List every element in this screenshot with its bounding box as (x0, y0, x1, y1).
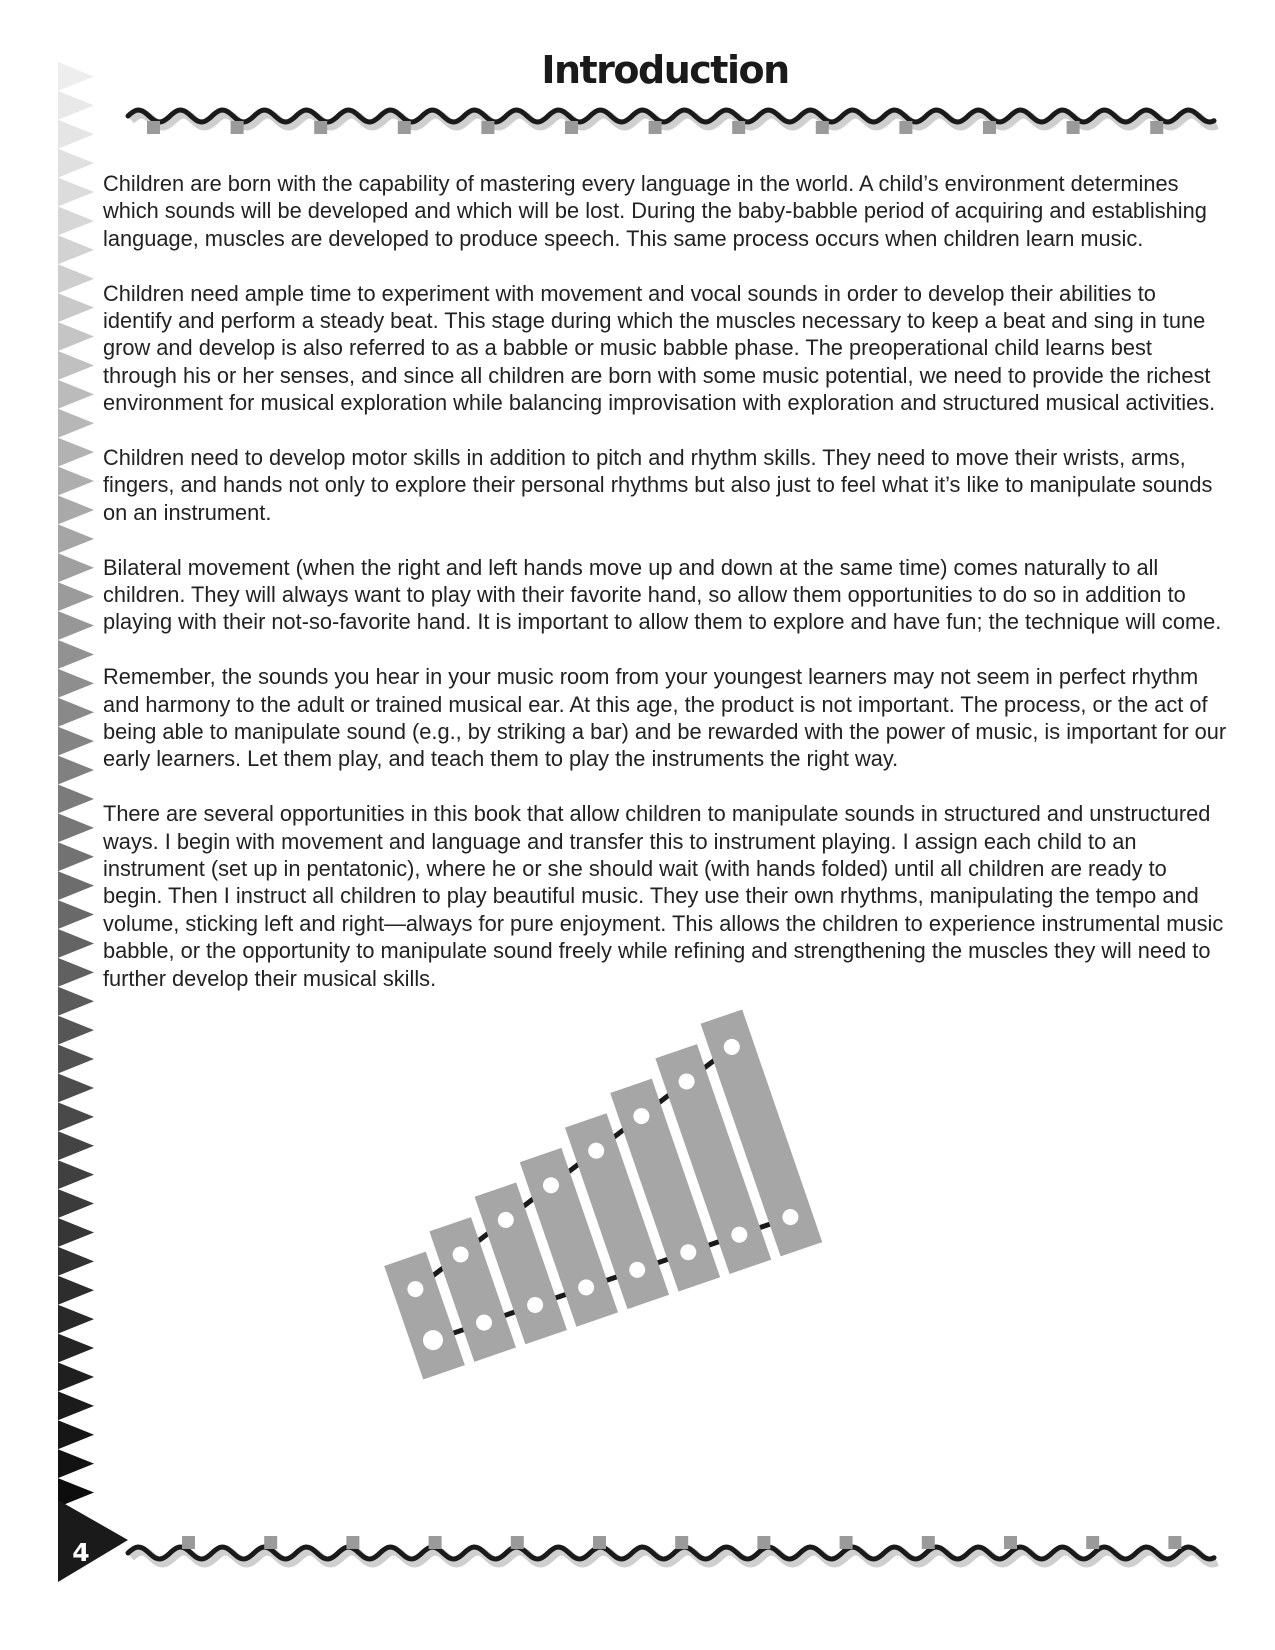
bar-hole (631, 1106, 651, 1126)
border-triangle (58, 1305, 94, 1334)
border-triangle (58, 467, 94, 496)
border-triangle (58, 1334, 94, 1363)
border-triangle (58, 1363, 94, 1392)
bar-hole (722, 1037, 742, 1057)
border-triangle (58, 1247, 94, 1276)
border-triangle (58, 871, 94, 900)
border-triangle (58, 293, 94, 322)
border-triangle (58, 785, 94, 814)
xylophone-bar (655, 1044, 771, 1274)
border-triangle (58, 669, 94, 698)
divider-shadow (131, 1551, 1217, 1563)
bar-hole (586, 1141, 606, 1161)
paragraph: There are several opportunities in this book that allow children to manipulate sounds in structured and unstructured ways. I begin with movement and language and transfer this to instrument playing. I assign each child to an instrument (set up in pentatonic), where he or she should wait (with hands folded) until all children are ready to begin. Then I instruct all children to play beautiful music. They use their own rhythms, manipulating the tempo and volume, sticking left and right—always for pure enjoyment. This allows the children to experience instrumental music babble, or the opportunity to manipulate sound freely while refining and strengthening the muscles they will need to further develop their musical skills. (103, 801, 1224, 991)
border-triangle (58, 929, 94, 958)
divider-square (511, 1536, 524, 1549)
border-triangle (58, 582, 94, 611)
divider-square (481, 121, 494, 134)
border-triangle (58, 322, 94, 351)
border-triangle (58, 842, 94, 871)
bar-hole (541, 1175, 561, 1195)
border-triangle (58, 496, 94, 525)
divider-square (231, 121, 244, 134)
border-triangle (58, 235, 94, 264)
divider-square (732, 121, 745, 134)
xylophone-bar (610, 1079, 720, 1292)
bar-hole (729, 1224, 749, 1244)
border-triangle (58, 553, 94, 582)
divider-wave (128, 1547, 1214, 1559)
bar-hole (405, 1279, 425, 1299)
border-triangle (58, 756, 94, 785)
border-triangle (58, 1478, 94, 1507)
bar-hole (496, 1210, 516, 1230)
bar-hole (474, 1312, 494, 1332)
border-triangle (58, 178, 94, 207)
divider-square (1168, 1536, 1181, 1549)
bar-hole (420, 1327, 445, 1352)
divider-square (398, 121, 411, 134)
divider-square (593, 1536, 606, 1549)
border-triangle (58, 1074, 94, 1103)
divider-square (1067, 121, 1080, 134)
border-triangle (58, 813, 94, 842)
paragraph: Children are born with the capability of mastering every language in the world. A child’s environment determines which sounds will be developed and which will be lost. During the baby-babble period of acquiring and establishing language, muscles are developed to produce speech. This same process occurs when children learn music. (103, 171, 1207, 251)
border-triangle (58, 1449, 94, 1478)
xylophone-rail (433, 1217, 790, 1340)
page-number: 4 (72, 1538, 90, 1567)
border-triangle (58, 438, 94, 467)
border-triangle (58, 91, 94, 120)
divider-square (922, 1536, 935, 1549)
border-triangle (58, 1420, 94, 1449)
border-triangle (58, 409, 94, 438)
border-triangle (58, 120, 94, 149)
border-triangle (58, 1218, 94, 1247)
bar-hole (576, 1277, 596, 1297)
xylophone-bar (429, 1217, 516, 1362)
divider-square (1150, 121, 1163, 134)
border-triangle (58, 380, 94, 409)
divider-square (1086, 1536, 1099, 1549)
border-triangle (58, 1131, 94, 1160)
bar-hole (678, 1242, 698, 1262)
body-text (103, 170, 1228, 1020)
border-triangle (58, 900, 94, 929)
divider-square (314, 121, 327, 134)
xylophone-bar (520, 1148, 618, 1327)
border-triangle (58, 351, 94, 380)
border-triangle (58, 1276, 94, 1305)
divider-square (757, 1536, 770, 1549)
border-triangle (58, 698, 94, 727)
xylophone-bar (701, 1009, 823, 1256)
border-triangle (58, 1045, 94, 1074)
paragraph: Bilateral movement (when the right and left hands move up and down at the same time) comes naturally to all children. They will always want to play with their favorite hand, so allow them opportunities to do so in addition to playing with their not-so-favorite hand. It is important to allow them to explore and have fun; the technique will come. (103, 554, 1222, 635)
bar-hole (525, 1295, 545, 1315)
divider-square (147, 121, 160, 134)
divider-square (182, 1536, 195, 1549)
divider-square (264, 1536, 277, 1549)
border-triangle (58, 1189, 94, 1218)
border-triangle (58, 958, 94, 987)
divider-square (840, 1536, 853, 1549)
xylophone-bar (475, 1182, 567, 1344)
border-triangle (58, 1102, 94, 1131)
paragraph: Remember, the sounds you hear in your music room from your youngest learners may not seem in perfect rhythm and harmony to the adult or trained musical ear. At this age, the product is not important. The process, or the act of being able to manipulate sound (e.g., by striking a bar) and be rewarded with the power of music, is important for our early learners. Let them play, and teach them to play the instruments the right way. (103, 664, 1227, 772)
border-triangle (58, 987, 94, 1016)
border-triangle (58, 611, 94, 640)
xylophone-rail (374, 1047, 772, 1289)
border-triangle (58, 1016, 94, 1045)
divider-square (565, 121, 578, 134)
paragraph: Children need to develop motor skills in addition to pitch and rhythm skills. They need to move their wrists, arms, fingers, and hands not only to explore their personal rhythms but also just to feel what it’s like to manipulate sounds on an instrument. (103, 445, 1213, 525)
border-triangle (58, 727, 94, 756)
bar-hole (780, 1207, 800, 1227)
border-triangle (58, 1391, 94, 1420)
bar-hole (676, 1071, 696, 1091)
divider-square (1004, 1536, 1017, 1549)
divider-square (346, 1536, 359, 1549)
paragraph: Children need ample time to experiment with movement and vocal sounds in order to develop their abilities to identify and perform a steady beat. This stage during which the muscles necessary to keep a beat and sing in tune grow and develop is also referred to as a babble or music babble phase. The preoperational child learns best through his or her senses, and since all children are born with some music potential, we need to provide the richest environment for musical exploration while balancing improvisation with exploration and structured musical activities. (103, 280, 1216, 416)
divider-square (649, 121, 662, 134)
bar-hole (627, 1260, 647, 1280)
divider-square (983, 121, 996, 134)
xylophone-bar (565, 1113, 669, 1309)
xylophone-bar (384, 1252, 465, 1380)
border-triangle (58, 149, 94, 178)
divider-square (899, 121, 912, 134)
divider-wave (128, 110, 1214, 122)
bar-hole (450, 1244, 470, 1264)
border-triangle (58, 207, 94, 236)
page-title: Introduction (541, 48, 789, 92)
divider-square (429, 1536, 442, 1549)
divider-square (675, 1536, 688, 1549)
border-triangle (58, 524, 94, 553)
border-triangle (58, 1160, 94, 1189)
border-triangle (58, 640, 94, 669)
border-triangle (58, 264, 94, 293)
divider-shadow (131, 114, 1217, 126)
divider-square (816, 121, 829, 134)
